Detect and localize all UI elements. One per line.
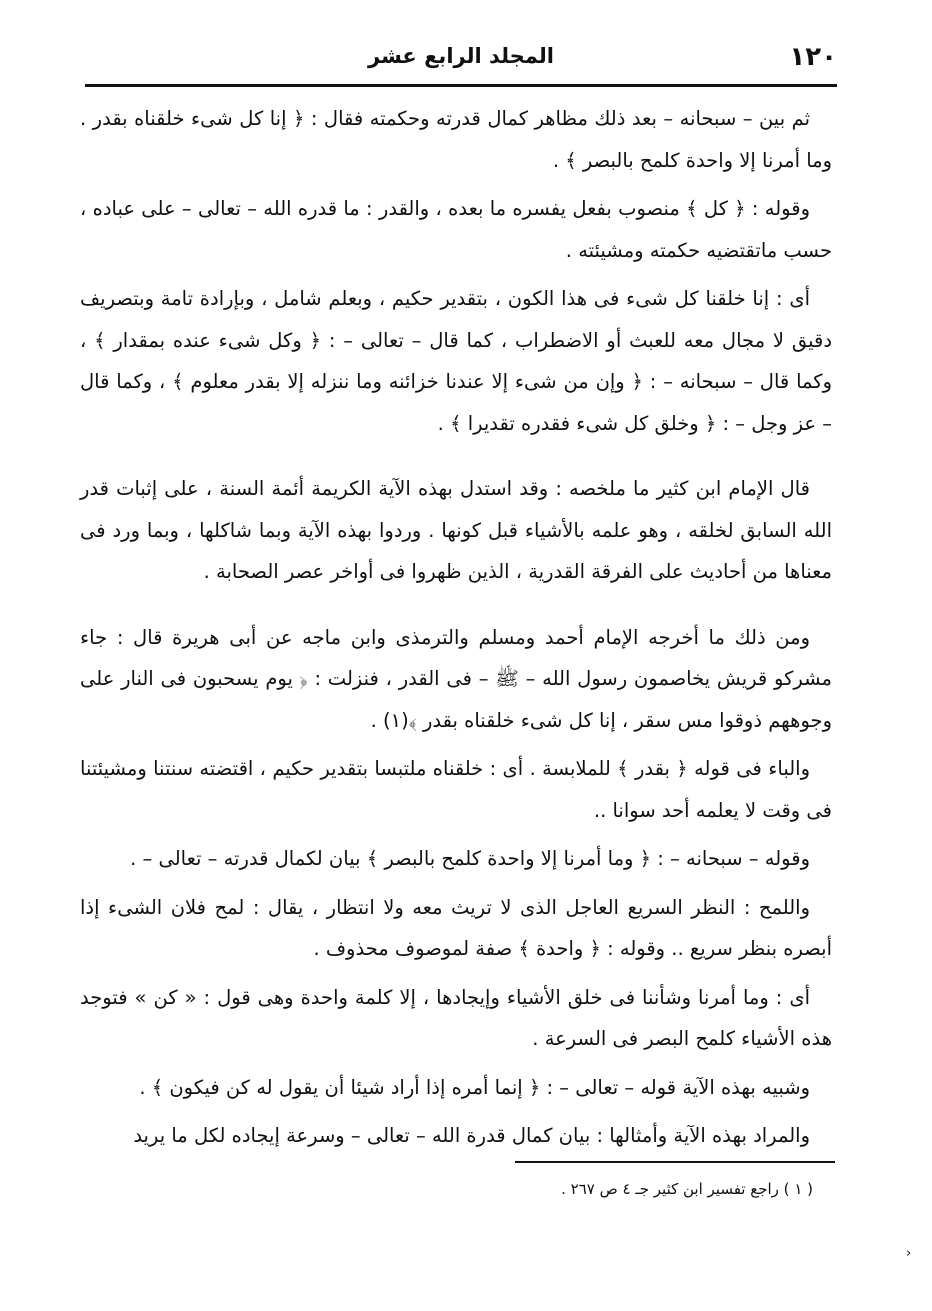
paragraph: والباء فى قوله ﴿ بقدر ﴾ للملابسة . أى : خلقناه ملتبسا بتقدير حكيم ، اقتضته سنتنا ومشيئتنا فى وقت لا يعلمه أحد سوانا .. [80,757,832,822]
volume-title: المجلد الرابع عشر [368,44,554,68]
paragraph: ثم بين – سبحانه – بعد ذلك مظاهر كمال قدرته وحكمته فقال : ﴿ إنا كل شىء خلقناه بقدر . وما أمرنا إلا واحدة كلمح بالبصر ﴾ . [80,107,832,172]
paragraph: ومن ذلك ما أخرجه الإمام أحمد ومسلم والترمذى وابن ماجه عن أبى هريرة قال : جاء مشركو قريش يخاصمون رسول الله – ﷺ – فى القدر ، فنزلت : ﴿ يوم يسحبون فى النار على وجوههم ذوقوا مس سقر ، إنا كل شىء خلقناه بقدر ﴾(١) . [80,625,832,732]
paragraph: قال الإمام ابن كثير ما ملخصه : وقد استدل بهذه الآية الكريمة أئمة السنة ، على إثبات قدر الله السابق لخلقه ، وهو علمه بالأشياء قبل كونها . وردوا بهذه الآية وبما شاكلها ، وبما ورد فى معناها من أحاديث على الفرقة القدرية ، الذين ظهروا فى أواخر عصر الصحابة . [80,477,832,583]
paragraph: أى : إنا خلقنا كل شىء فى هذا الكون ، بتقدير حكيم ، وبعلم شامل ، وبإرادة تامة وبتصريف دقيق لا مجال معه للعبث أو الاضطراب ، كما قال – تعالى – : ﴿ وكل شىء عنده بمقدار ﴾ ، وكما قال – سبحانه – : ﴿ وإن من شىء إلا عندنا خزائنه وما ننزله إلا بقدر معلوم ﴾ ، وكما قال – عز وجل – : ﴿ وخلق كل شىء فقدره تقديرا ﴾ . [80,287,832,435]
paragraph: وقوله : ﴿ كل ﴾ منصوب بفعل يفسره ما بعده ، والقدر : ما قدره الله – تعالى – على عباده ، حسب ماتقتضيه حكمته ومشيئته . [80,197,832,262]
paragraph: وقوله – سبحانه – : ﴿ وما أمرنا إلا واحدة كلمح بالبصر ﴾ بيان لكمال قدرته – تعالى – . [130,847,810,870]
paragraph: وشبيه بهذه الآية قوله – تعالى – : ﴿ إنما أمره إذا أراد شيئا أن يقول له كن فيكون ﴾ . [139,1075,810,1099]
page-number: ١٢٠ [789,42,837,72]
paragraph: أى : وما أمرنا وشأننا فى خلق الأشياء وإيجادها ، إلا كلمة واحدة وهى قول : « كن » فتوجد هذه الأشياء كلمح البصر فى السرعة . [80,985,832,1050]
footnote: ( ١ ) راجع تفسير ابن كثير جـ ٤ ص ٢٦٧ . [561,1180,813,1198]
header-divider [85,84,837,87]
paragraph: والمراد بهذه الآية وأمثالها : بيان كمال قدرة الله – تعالى – وسرعة إيجاده لكل ما يريد [133,1124,810,1147]
footnote-divider [515,1161,835,1163]
running-header [85,40,837,80]
body-text [80,98,832,1164]
paragraph: واللمح : النظر السريع العاجل الذى لا تريث معه ولا انتظار ، يقال : لمح فلان الشىء إذا أبصره بنظر سريع .. وقوله : ﴿ واحدة ﴾ صفة لموصوف محذوف . [80,895,832,960]
page-edge-mark: › [906,1246,912,1261]
